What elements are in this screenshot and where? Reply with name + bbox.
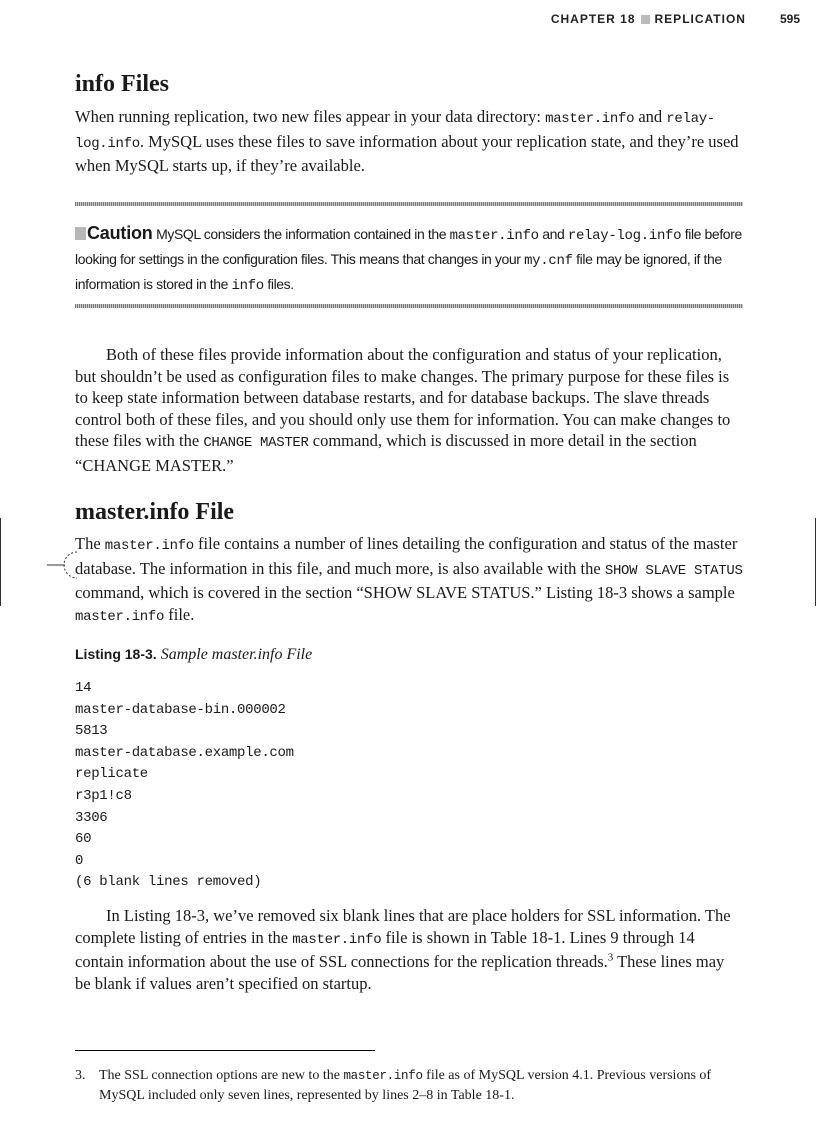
page-number: 595 — [779, 12, 800, 26]
code-change-master: CHANGE MASTER — [203, 435, 309, 451]
footnote-rule — [75, 1050, 375, 1051]
footnote — [75, 1066, 745, 1105]
code-show-slave-status: SHOW SLAVE STATUS — [604, 562, 743, 579]
text: In Listing 18-3, we’ve removed six blank lines that are place holders for SSL information. The complete listing of entries in the — [75, 906, 731, 947]
info-files-intro-paragraph — [75, 106, 743, 177]
text: These lines may be blank if values aren’t specified on startup. — [75, 952, 725, 993]
text: The SSL connection options are new to the — [99, 1068, 344, 1083]
code-line: 5813 — [75, 723, 108, 740]
code-my-cnf: my.cnf — [524, 253, 573, 269]
text: Both of these files provide information about the configuration and status of your replication, but shouldn’t be used as configuration files to make changes. The primary purpose for these files is to keep state information between database restarts, and for database backups. The slave threads control both of these files, and you should only use them for information. You can make changes to these files with the — [75, 345, 731, 450]
code-listing — [75, 678, 294, 894]
text: The — [75, 534, 105, 553]
code-line: (6 blank lines removed) — [75, 874, 262, 891]
chapter-label: CHAPTER 18 — [550, 12, 636, 26]
code-master-info: master.info — [75, 608, 165, 625]
code-line: 14 — [75, 680, 92, 696]
text: command, which is covered in the section “SHOW SLAVE STATUS.” Listing 18-3 shows a sample — [75, 583, 735, 602]
code-master-info: master.info — [104, 538, 194, 554]
text: file as of MySQL version 4.1. Previous versions of MySQL included only seven lines, represented by lines 2–8 in Table 18-1. — [99, 1068, 712, 1103]
caution-bottom-rule — [75, 304, 743, 308]
code-relay-log-info: relay-log.info — [567, 228, 682, 244]
listing-caption — [75, 646, 312, 664]
text: . MySQL uses these files to save information about your replication state, and they’re used when MySQL starts up, if they’re available. — [75, 131, 739, 175]
text: and — [634, 107, 667, 126]
code-master-info: master.info — [292, 931, 382, 948]
caution-square-icon — [75, 227, 86, 240]
listing-title: Sample master.info File — [160, 646, 313, 663]
listing-discussion-paragraph — [75, 905, 743, 994]
text: files. — [263, 276, 294, 292]
footnote-number: 3. — [75, 1068, 86, 1083]
left-margin-bar — [0, 518, 1, 606]
code-line: 3306 — [75, 809, 108, 826]
code-line: r3p1!c8 — [75, 787, 132, 804]
code-relay-log-info: relay-log.info — [75, 111, 715, 152]
running-head — [0, 12, 800, 26]
code-line: 0 — [75, 852, 84, 869]
text: file. — [164, 604, 195, 624]
text: file is shown in Table 18-1. Lines 9 through 14 contain information about the use of SSL connections for the replication threads. — [75, 927, 695, 971]
code-line: master-database.example.com — [75, 744, 294, 761]
code-info: info — [231, 278, 264, 294]
code-line: 60 — [75, 831, 92, 848]
text: file may be ignored, if the information is stored in the — [75, 251, 722, 292]
section-label: REPLICATION — [654, 12, 746, 26]
master-info-heading: master.info File — [75, 499, 235, 525]
code-line: replicate — [75, 766, 148, 783]
code-master-info: master.info — [449, 228, 539, 244]
code-line: master-database-bin.000002 — [75, 701, 286, 718]
info-files-heading: info Files — [75, 71, 169, 97]
text: MySQL considers the information contained in the — [152, 226, 450, 242]
footnote-reference: 3 — [607, 951, 614, 964]
text: When running replication, two new files appear in your data directory: — [75, 107, 546, 126]
separator-square-icon — [641, 15, 650, 24]
text: file contains a number of lines detailing the configuration and status of the master database. The information in this file, and much more, is also available with the — [75, 534, 738, 578]
text: file before looking for settings in the configuration files. This means that changes in your — [75, 226, 742, 267]
info-files-body-paragraph — [75, 344, 743, 476]
footnote-text — [99, 1066, 745, 1105]
caution-top-rule — [75, 202, 743, 206]
caution-label: Caution — [87, 223, 153, 243]
code-master-info: master.info — [545, 111, 635, 127]
text: and — [538, 226, 568, 242]
caution-box — [75, 222, 743, 298]
master-info-intro-paragraph — [75, 533, 743, 628]
text: command, which is discussed in more detail in the section “CHANGE MASTER.” — [75, 431, 697, 475]
code-master-info: master.info — [343, 1069, 423, 1083]
listing-label: Listing 18-3. — [75, 646, 157, 662]
